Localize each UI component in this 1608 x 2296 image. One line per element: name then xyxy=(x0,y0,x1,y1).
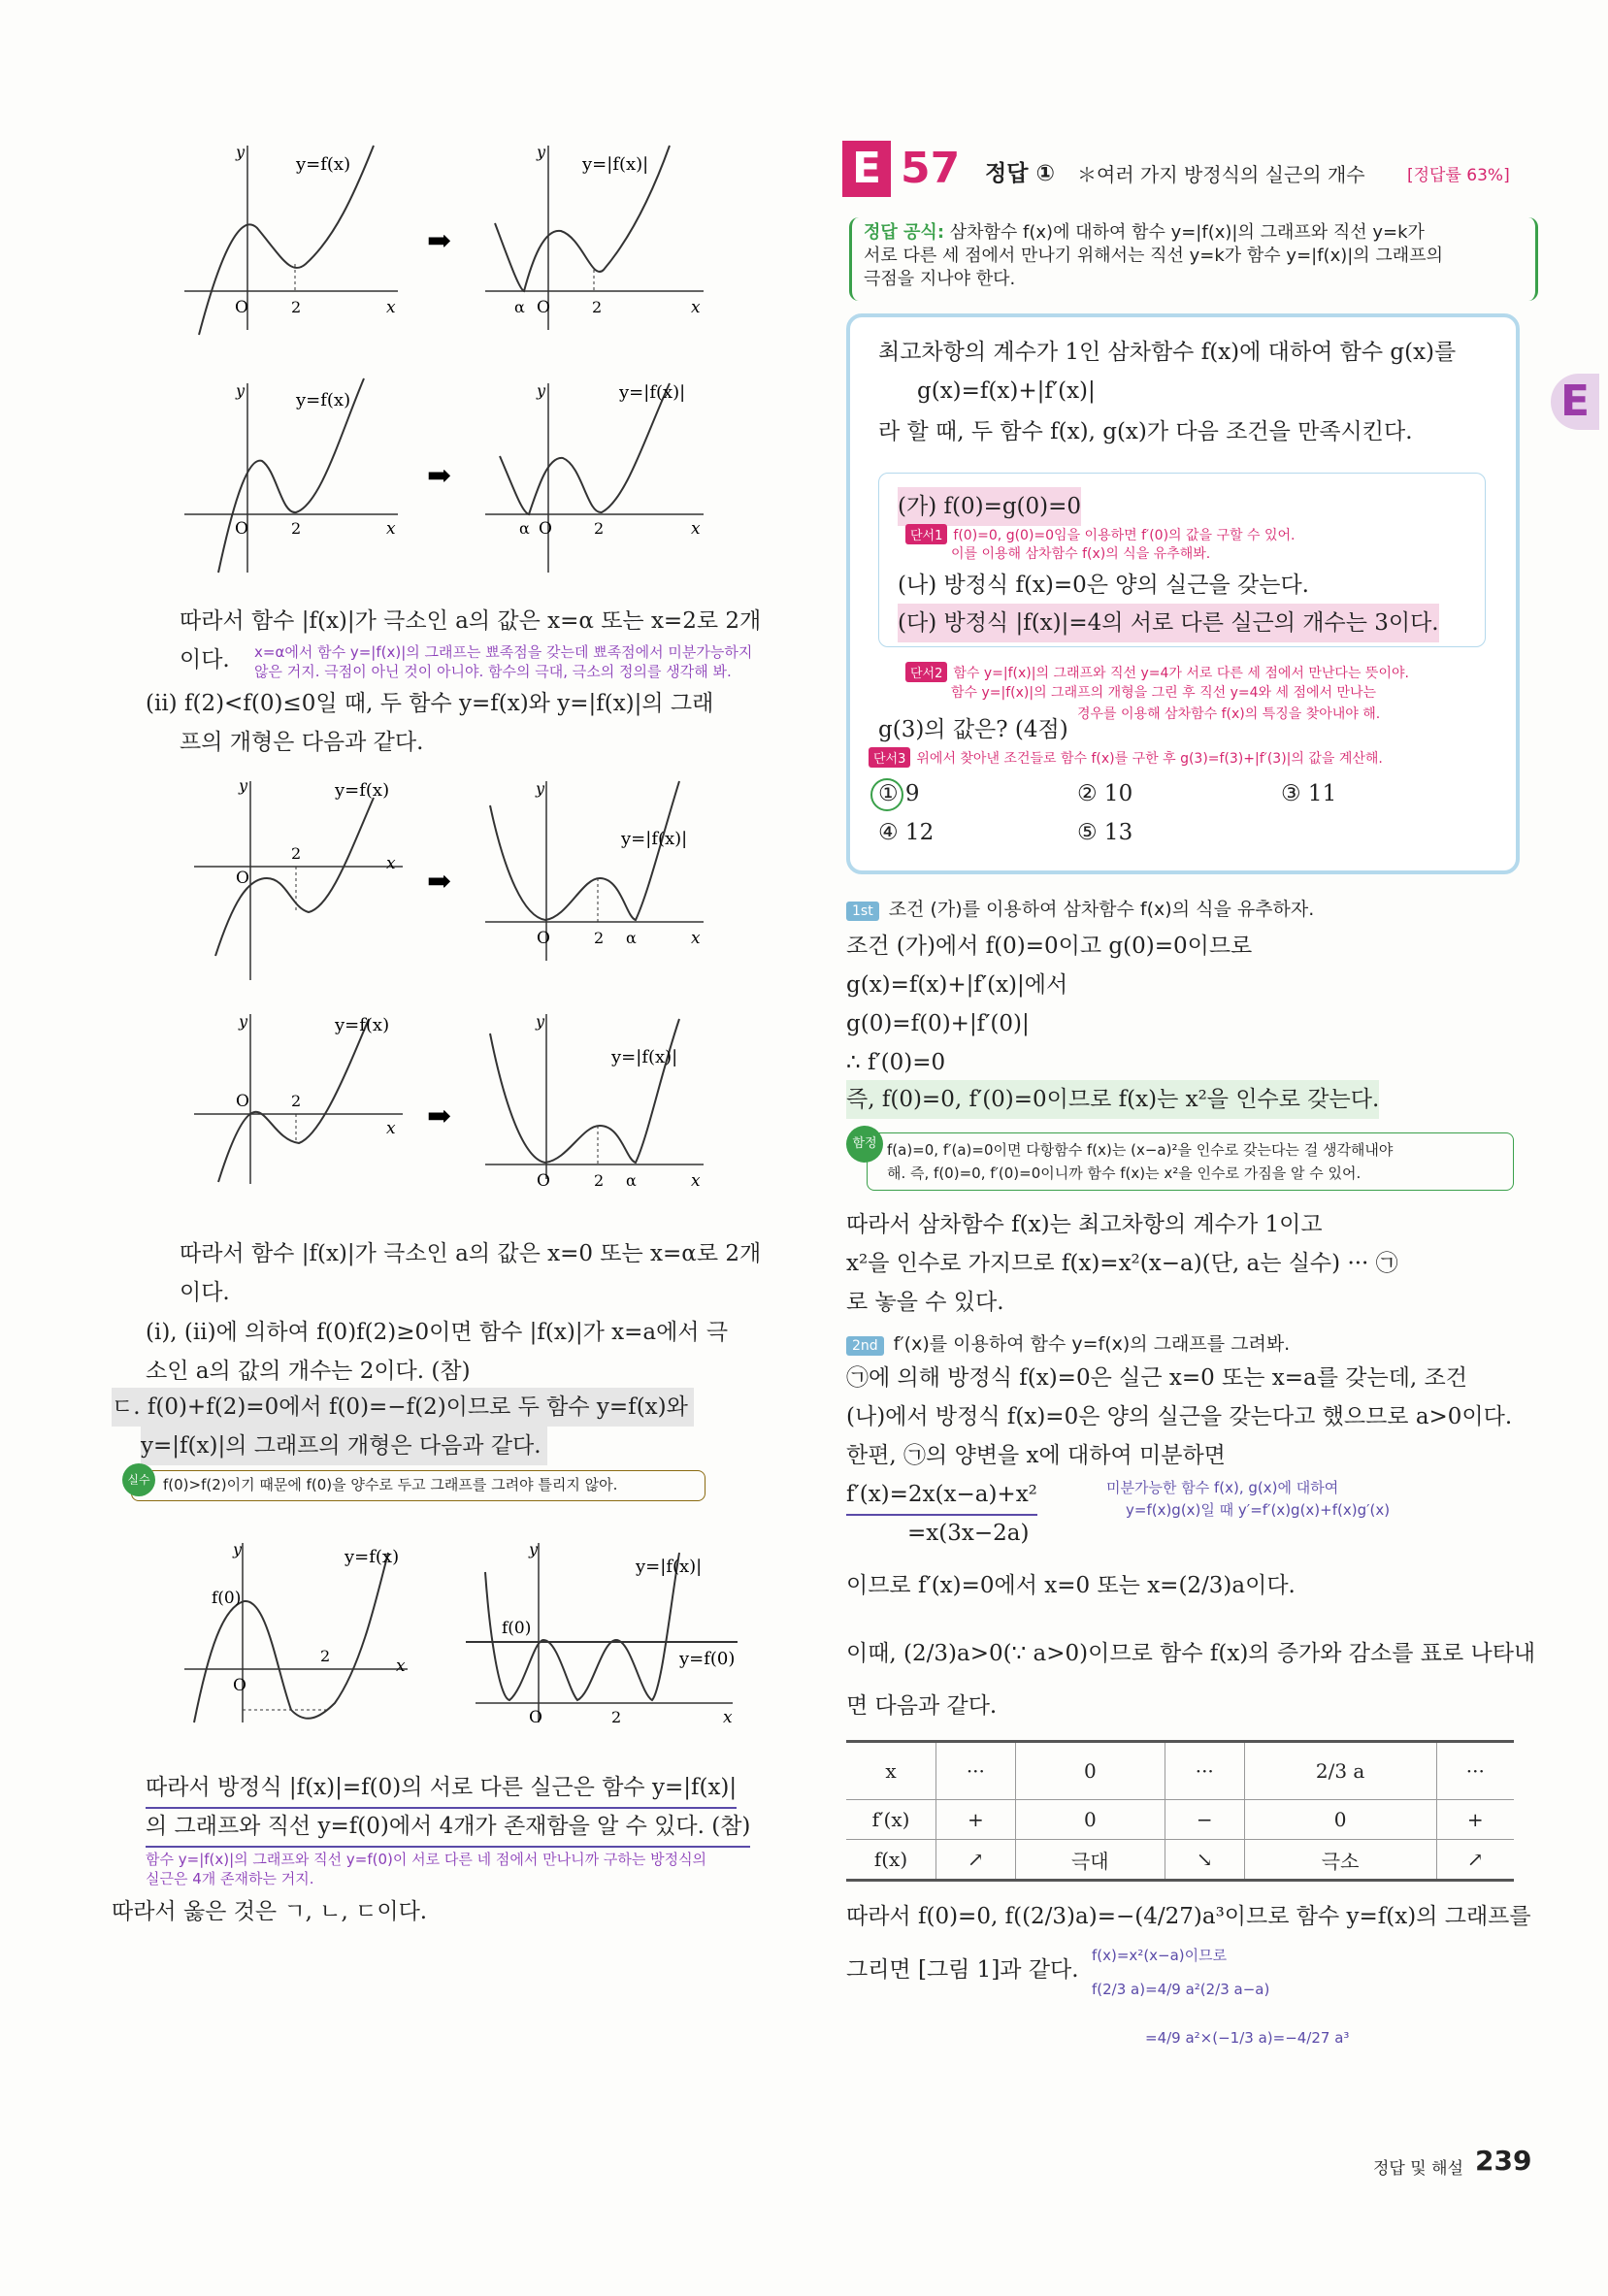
origin-label: O xyxy=(529,1708,542,1727)
x-label: x xyxy=(386,1119,396,1138)
origin-label: O xyxy=(537,1171,550,1191)
y-label: y xyxy=(236,381,246,400)
graph-5-fx xyxy=(194,776,403,980)
tip-box xyxy=(852,1132,1514,1191)
choice-1[interactable]: ① 9 xyxy=(878,781,920,806)
graph-4-absfx xyxy=(485,381,704,573)
table-row xyxy=(846,1840,1514,1881)
sol-9: ㉠에 의해 방정식 f(x)=0은 실근 x=0 또는 x=a를 갖는데, 조건 xyxy=(846,1365,1467,1391)
topic-label: ＊여러 가지 방정식의 실근의 개수 xyxy=(1077,163,1365,186)
hint1 xyxy=(905,524,1295,544)
x-label: x xyxy=(396,1656,406,1676)
formula-label: 정답 공식: xyxy=(864,222,945,243)
step2-tag: 2nd xyxy=(846,1336,884,1356)
tick-2: 2 xyxy=(320,1647,331,1665)
x-label: x xyxy=(691,519,701,539)
step1-tag: 1st xyxy=(846,902,879,921)
condition-da: (다) 방정식 |f(x)|=4의 서로 다른 실근의 개수는 3이다. xyxy=(898,604,1439,642)
question: g(3)의 값은? (4점) xyxy=(878,717,1068,742)
y-label: y xyxy=(239,776,248,795)
hint3-tag: 단서3 xyxy=(869,747,910,768)
hint3-text: 위에서 찾아낸 조건들로 함수 f(x)를 구한 후 g(3)=f(3)+|f′(3)|의 값을 계산해. xyxy=(916,751,1383,767)
tip-icon: 함정 xyxy=(846,1126,883,1163)
y-label: y xyxy=(537,381,546,400)
y-label: y xyxy=(233,1540,243,1558)
tick-2: 2 xyxy=(291,298,302,316)
table-cell: ↗ xyxy=(1436,1840,1514,1881)
tick-2: 2 xyxy=(291,519,302,538)
table-cell: + xyxy=(936,1800,1016,1840)
condition-na: (나) 방정식 f(x)=0은 양의 실근을 갖는다. xyxy=(898,573,1309,598)
x-label: x xyxy=(386,519,396,539)
line-label: y=f(0) xyxy=(679,1649,736,1669)
tick-2: 2 xyxy=(592,298,603,316)
left-text-10: y=|f(x)|의 그래프의 개형은 다음과 같다. xyxy=(141,1427,547,1465)
arrow-icon: ➡ xyxy=(427,865,452,899)
sol-18: 그리면 [그림 1]과 같다. xyxy=(846,1957,1079,1983)
table-cell: 0 xyxy=(1015,1742,1165,1800)
answer-label: 정답 ① xyxy=(985,161,1055,186)
graph-8-absfx xyxy=(485,1012,704,1191)
origin-label: O xyxy=(233,1676,246,1695)
graph-9-fx xyxy=(184,1540,408,1722)
alpha-label: α xyxy=(626,929,637,947)
sol-3: g(0)=f(0)+|f′(0)| xyxy=(846,1011,1030,1036)
sol-4: ∴ f′(0)=0 xyxy=(846,1050,946,1075)
curve-label: y=f(x) xyxy=(296,154,351,175)
y-label: y xyxy=(529,1540,539,1558)
hint2-tag: 단서2 xyxy=(905,662,947,682)
f0-label: f(0) xyxy=(212,1589,242,1608)
choice-3[interactable]: ③ 11 xyxy=(1281,781,1337,806)
sol-7: x²을 인수로 가지므로 f(x)=x²(x−a)(단, a는 실수) ··· ㉠ xyxy=(846,1251,1398,1276)
sign-table xyxy=(846,1740,1514,1882)
origin-label: O xyxy=(235,298,248,317)
curve-label: y=|f(x)| xyxy=(619,382,686,403)
curve-label: y=f(x) xyxy=(296,390,351,410)
origin-label: O xyxy=(539,519,552,539)
tip-2: 해. 즉, f(0)=0, f′(0)=0이니까 함수 f(x)는 x²을 인수로 가짐을 알 수 있어. xyxy=(887,1164,1362,1182)
curve-label: y=|f(x)| xyxy=(611,1047,678,1067)
curve-label: y=f(x) xyxy=(335,1015,390,1035)
step1-text: 조건 (가)를 이용하여 삼차함수 f(x)의 식을 유추하자. xyxy=(888,899,1315,920)
note-a: 미분가능한 함수 f(x), g(x)에 대하여 xyxy=(1106,1479,1339,1496)
left-text-4: 프의 개형은 다음과 같다. xyxy=(180,730,424,755)
sol-12: f′(x)=2x(x−a)+x² xyxy=(846,1475,1037,1516)
sol-8: 로 놓을 수 있다. xyxy=(846,1290,1004,1315)
left-text-2: 이다. xyxy=(180,647,230,672)
left-text-13: 따라서 옳은 것은 ㄱ, ㄴ, ㄷ이다. xyxy=(112,1899,428,1924)
table-cell: ↘ xyxy=(1165,1840,1244,1881)
alpha-label: α xyxy=(519,519,530,538)
left-text-7: (i), (ii)에 의하여 f(0)f(2)≥0이면 함수 |f(x)|가 x=a에서 극 xyxy=(146,1320,729,1345)
sol-11: 한편, ㉠의 양변을 x에 대하여 미분하면 xyxy=(846,1443,1226,1468)
hint3 xyxy=(869,747,1383,768)
page-number: 239 xyxy=(1475,2145,1532,2177)
curve-label: y=f(x) xyxy=(335,780,390,801)
hint1-b: 이를 이용해 삼차함수 f(x)의 식을 유추해봐. xyxy=(951,546,1211,562)
tick-2: 2 xyxy=(594,1171,605,1190)
table-cell: f′(x) xyxy=(846,1800,936,1840)
sol-5: 즉, f(0)=0, f′(0)=0이므로 f(x)는 x²을 인수로 갖는다. xyxy=(846,1080,1379,1119)
table-cell: + xyxy=(1436,1800,1514,1840)
origin-label: O xyxy=(537,298,550,317)
hint2-a: 함수 y=|f(x)|의 그래프와 직선 y=4가 서로 다른 세 점에서 만난다는 뜻이야. xyxy=(953,666,1409,681)
table-cell: f(x) xyxy=(846,1840,936,1881)
sol-10: (나)에서 방정식 f(x)=0은 양의 실근을 갖는다고 했으므로 a>0이다. xyxy=(846,1404,1513,1429)
arrow-icon: ➡ xyxy=(427,224,452,258)
left-graphs xyxy=(0,0,796,1727)
sol-17: 따라서 f(0)=0, f((2/3)a)=−(4/27)a³이므로 함수 y=f(x)의 그래프를 xyxy=(846,1904,1531,1929)
hint2-c: 경우를 이용해 삼차함수 f(x)의 특징을 찾아내야 해. xyxy=(1077,706,1381,722)
x-label: x xyxy=(691,1171,701,1191)
table-cell: ··· xyxy=(1165,1742,1244,1800)
table-cell: ··· xyxy=(936,1742,1016,1800)
answer-circle-icon xyxy=(870,778,903,811)
curve-label: y=|f(x)| xyxy=(582,154,649,175)
table-cell: − xyxy=(1165,1800,1244,1840)
problem-line1: 최고차항의 계수가 1인 삼차함수 f(x)에 대하여 함수 g(x)를 xyxy=(878,340,1457,365)
side-tab[interactable]: E xyxy=(1551,374,1599,430)
left-note-2a: 함수 y=|f(x)|의 그래프와 직선 y=f(0)이 서로 다른 네 점에서 만나니까 구하는 방정식의 xyxy=(146,1851,707,1868)
f0-label: f(0) xyxy=(502,1619,532,1638)
arrow-icon: ➡ xyxy=(427,459,452,493)
tip-1: f(a)=0, f′(a)=0이면 다항함수 f(x)는 (x−a)²을 인수로 갖는다는 걸 생각해내야 xyxy=(887,1141,1394,1159)
step2-text: f′(x)를 이용하여 함수 y=f(x)의 그래프를 그려봐. xyxy=(893,1333,1291,1355)
warning-text: f(0)>f(2)이기 때문에 f(0)을 양수로 두고 그래프를 그려야 틀리지 않아. xyxy=(163,1476,618,1493)
left-text-8: 소인 a의 값의 개수는 2이다. (참) xyxy=(146,1359,471,1384)
y-label: y xyxy=(236,143,246,161)
calc-3: =4/9 a²×(−1/3 a)=−4/27 a³ xyxy=(1145,2029,1350,2047)
tick-2: 2 xyxy=(291,1092,302,1110)
x-label: x xyxy=(691,929,701,948)
origin-label: O xyxy=(537,929,550,948)
graph-7-fx xyxy=(194,1012,403,1184)
hint1-tag: 단서1 xyxy=(905,524,947,544)
step2-title xyxy=(846,1329,1290,1356)
origin-label: O xyxy=(236,869,249,888)
left-text-11: 따라서 방정식 |f(x)|=f(0)의 서로 다른 실근은 함수 y=|f(x)| xyxy=(146,1768,737,1809)
y-label: y xyxy=(536,1012,545,1031)
curve-label: y=f(x) xyxy=(345,1547,400,1567)
section-letter: E xyxy=(842,141,891,197)
table-cell: 0 xyxy=(1015,1800,1165,1840)
choice-5[interactable]: ⑤ 13 xyxy=(1077,820,1133,845)
alpha-label: α xyxy=(514,298,525,316)
rate-label: [정답률 63%] xyxy=(1407,166,1510,185)
footer-label: 정답 및 해설 xyxy=(1373,2159,1463,2179)
curve-label: y=|f(x)| xyxy=(621,829,688,849)
x-label: x xyxy=(723,1708,733,1727)
sol-16: 면 다음과 같다. xyxy=(846,1693,998,1719)
sol-13: =x(3x−2a) xyxy=(907,1521,1030,1546)
graph-10-absfx xyxy=(466,1540,738,1727)
x-label: x xyxy=(386,298,396,317)
sol-6: 따라서 삼차함수 f(x)는 최고차항의 계수가 1이고 xyxy=(846,1212,1323,1237)
alpha-label: α xyxy=(626,1171,637,1190)
table-cell: ↗ xyxy=(936,1840,1016,1881)
tick-2: 2 xyxy=(594,929,605,947)
table-cell: ··· xyxy=(1436,1742,1514,1800)
table-cell: 0 xyxy=(1244,1800,1436,1840)
condition-ga: (가) f(0)=g(0)=0 xyxy=(898,487,1081,526)
arrow-icon: ➡ xyxy=(427,1099,452,1133)
x-label: x xyxy=(691,298,701,317)
left-note-1b: 않은 거지. 극점이 아닌 것이 아니야. 함수의 극대, 극소의 정의를 생각해 봐. xyxy=(254,663,732,680)
left-note-2b: 실근은 4개 존재하는 거지. xyxy=(146,1870,314,1887)
problem-number: 57 xyxy=(901,144,961,193)
origin-label: O xyxy=(235,519,248,539)
calc-2: f(2/3 a)=4/9 a²(2/3 a−a) xyxy=(1092,1981,1270,1998)
left-text-12: 의 그래프와 직선 y=f(0)에서 4개가 존재함을 알 수 있다. (참) xyxy=(146,1807,750,1848)
tick-2: 2 xyxy=(611,1708,622,1726)
graph-3-fx xyxy=(184,378,398,573)
warning-box xyxy=(127,1470,706,1501)
table-row xyxy=(846,1800,1514,1840)
origin-label: O xyxy=(236,1092,249,1111)
problem-line3: 라 할 때, 두 함수 f(x), g(x)가 다음 조건을 만족시킨다. xyxy=(878,419,1413,444)
step1-title xyxy=(846,895,1314,921)
note-b: y=f(x)g(x)일 때 y′=f′(x)g(x)+f(x)g′(x) xyxy=(1126,1501,1391,1519)
graph-6-absfx xyxy=(485,779,704,961)
formula-line1: 삼차함수 f(x)에 대하여 함수 y=|f(x)|의 그래프와 직선 y=k가 xyxy=(949,222,1425,243)
formula-line2: 서로 다른 세 점에서 만나기 위해서는 직선 y=k가 함수 y=|f(x)|의 그래프의 xyxy=(864,246,1443,266)
formula-line3: 극점을 지나야 한다. xyxy=(864,269,1016,289)
y-label: y xyxy=(537,143,546,161)
y-label: y xyxy=(536,779,545,798)
left-note-1a: x=α에서 함수 y=|f(x)|의 그래프는 뾰족점을 갖는데 뾰족점에서 미분가능하지 xyxy=(254,643,753,661)
table-cell: 2/3 a xyxy=(1244,1742,1436,1800)
table-cell: 극대 xyxy=(1015,1840,1165,1881)
curve-label: y=|f(x)| xyxy=(636,1557,703,1577)
graph-2-absfx xyxy=(485,143,704,330)
table-cell: 극소 xyxy=(1244,1840,1436,1881)
tick-2: 2 xyxy=(594,519,605,538)
left-text-1: 따라서 함수 |f(x)|가 극소인 a의 값은 x=α 또는 x=2로 2개 xyxy=(180,608,762,634)
left-text-6: 이다. xyxy=(180,1280,230,1305)
sol-14: 이므로 f′(x)=0에서 x=0 또는 x=(2/3)a이다. xyxy=(846,1573,1296,1598)
left-text-3: (ii) f(2)<f(0)≤0일 때, 두 함수 y=f(x)와 y=|f(x)|의 그래 xyxy=(146,691,714,716)
y-label: y xyxy=(239,1012,248,1031)
table-header-row xyxy=(846,1742,1514,1800)
sol-1: 조건 (가)에서 f(0)=0이고 g(0)=0이므로 xyxy=(846,934,1253,959)
x-label: x xyxy=(386,854,396,873)
hint2-b: 함수 y=|f(x)|의 그래프의 개형을 그린 후 직선 y=4와 세 점에서 만나는 xyxy=(951,685,1377,701)
calc-1: f(x)=x²(x−a)이므로 xyxy=(1092,1947,1228,1964)
hint1-a: f(0)=0, g(0)=0임을 이용하면 f′(0)의 값을 구할 수 있어. xyxy=(953,528,1296,543)
sol-15: 이때, (2/3)a>0(∵ a>0)이므로 함수 f(x)의 증가와 감소를 표로 나타내 xyxy=(846,1641,1536,1666)
table-cell: x xyxy=(846,1742,936,1800)
hint2 xyxy=(905,662,1409,682)
left-text-9: ㄷ. f(0)+f(2)=0에서 f(0)=−f(2)이므로 두 함수 y=f(x)와 xyxy=(112,1388,694,1427)
formula-box xyxy=(849,217,1538,301)
sol-2: g(x)=f(x)+|f′(x)|에서 xyxy=(846,972,1068,998)
graph-1-fx xyxy=(184,143,398,335)
left-text-5: 따라서 함수 |f(x)|가 극소인 a의 값은 x=0 또는 x=α로 2개 xyxy=(180,1241,762,1266)
problem-line2: g(x)=f(x)+|f′(x)| xyxy=(917,378,1096,404)
choice-2[interactable]: ② 10 xyxy=(1077,781,1133,806)
tick-2: 2 xyxy=(291,844,302,863)
choice-4[interactable]: ④ 12 xyxy=(878,820,935,845)
warning-icon: 실수 xyxy=(122,1463,155,1496)
